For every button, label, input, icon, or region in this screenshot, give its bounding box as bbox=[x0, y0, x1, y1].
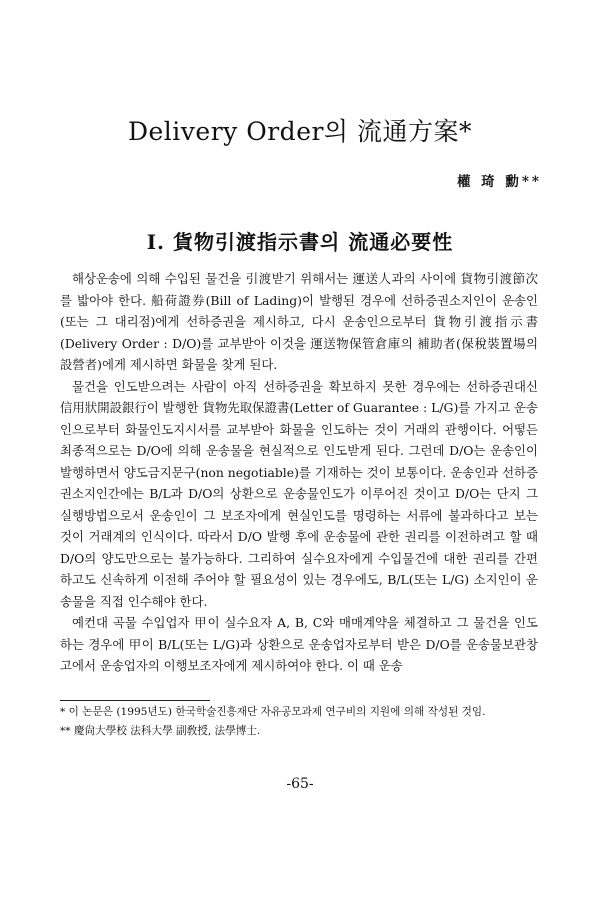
paragraph: 해상운송에 의해 수입된 물건을 引渡받기 위해서는 運送人과의 사이에 貨物引渡節次를 밟아야 한다. 船荷證券(Bill of Lading)이 발행된 경우에 선하증권소지인이 운송인(또는 그 대리점)에게 선하증권을 제시하고, 다시 운송인으로부터 貨物引渡指示書(Delivery Order : D/O)를 교부받아 이것을 運送物保管倉庫의 補助者(保稅裝置場의 設營者)에게 제시하면 화물을 찾게 된다. bbox=[60, 271, 538, 372]
section-heading: Ⅰ. 貨物引渡指示書의 流通必要性 bbox=[146, 230, 454, 254]
paragraph: 예컨대 곡물 수입업자 甲이 실수요자 A, B, C와 매매계약을 체결하고 그 물건을 인도하는 경우에 甲이 B/L(또는 L/G)과 상환으로 운송업자로부터 받은 D/O를 운송물보관창고에서 운송업자의 이행보조자에게 제시하여야 한다. 이 때 운송 bbox=[60, 615, 538, 673]
author-name: 權 琦 勳** bbox=[456, 174, 542, 190]
footnote-divider bbox=[60, 700, 210, 701]
paper-title: Delivery Order의 流通方案* bbox=[127, 117, 473, 146]
page-number: -65- bbox=[286, 776, 314, 792]
footnotes bbox=[60, 703, 550, 741]
paragraph: 물건을 인도받으려는 사람이 아직 선하증권을 확보하지 못한 경우에는 선하증권대신 信用狀開設銀行이 발행한 貨物先取保證書(Letter of Guarantee : L/G)를 가지고 운송인으로부터 화물인도지시서를 교부받아 화물을 인도하는 것이 거래의 관행이다. 어떻든 최종적으로는 D/O에 의해 운송물을 현실적으로 인도받게 된다. 그런데 D/O는 운송인이 발행하면서 양도금지문구(non negotiable)를 기재하는 것이 보통이다. 운송인과 선하증권소지인간에는 B/L과 D/O의 상환으로 운송물인도가 이루어진 것이고 D/O는 단지 그 실행방법으로서 운송인이 그 보조자에게 현실인도를 명령하는 서류에 불과하다고 보는 것이 거래계의 인식이다. 따라서 D/O 발행 후에 운송물에 관한 권리를 이전하려고 할 때 D/O의 양도만으로는 불가능하다. 그리하여 실수요자에게 수입물건에 대한 권리를 간편하고도 신속하게 이전해 주어야 할 필요성이 있는 경우에도, B/L(또는 L/G) 소지인이 운송물을 직접 인수해야 한다. bbox=[60, 378, 538, 609]
footnote: * 이 논문은 (1995년도) 한국학술진흥재단 자유공모과제 연구비의 지원에 의해 작성된 것임. bbox=[60, 706, 486, 718]
footnote: ** 慶尙大學校 法科大學 副敎授, 法學博士. bbox=[60, 725, 261, 737]
body-text bbox=[60, 268, 538, 677]
